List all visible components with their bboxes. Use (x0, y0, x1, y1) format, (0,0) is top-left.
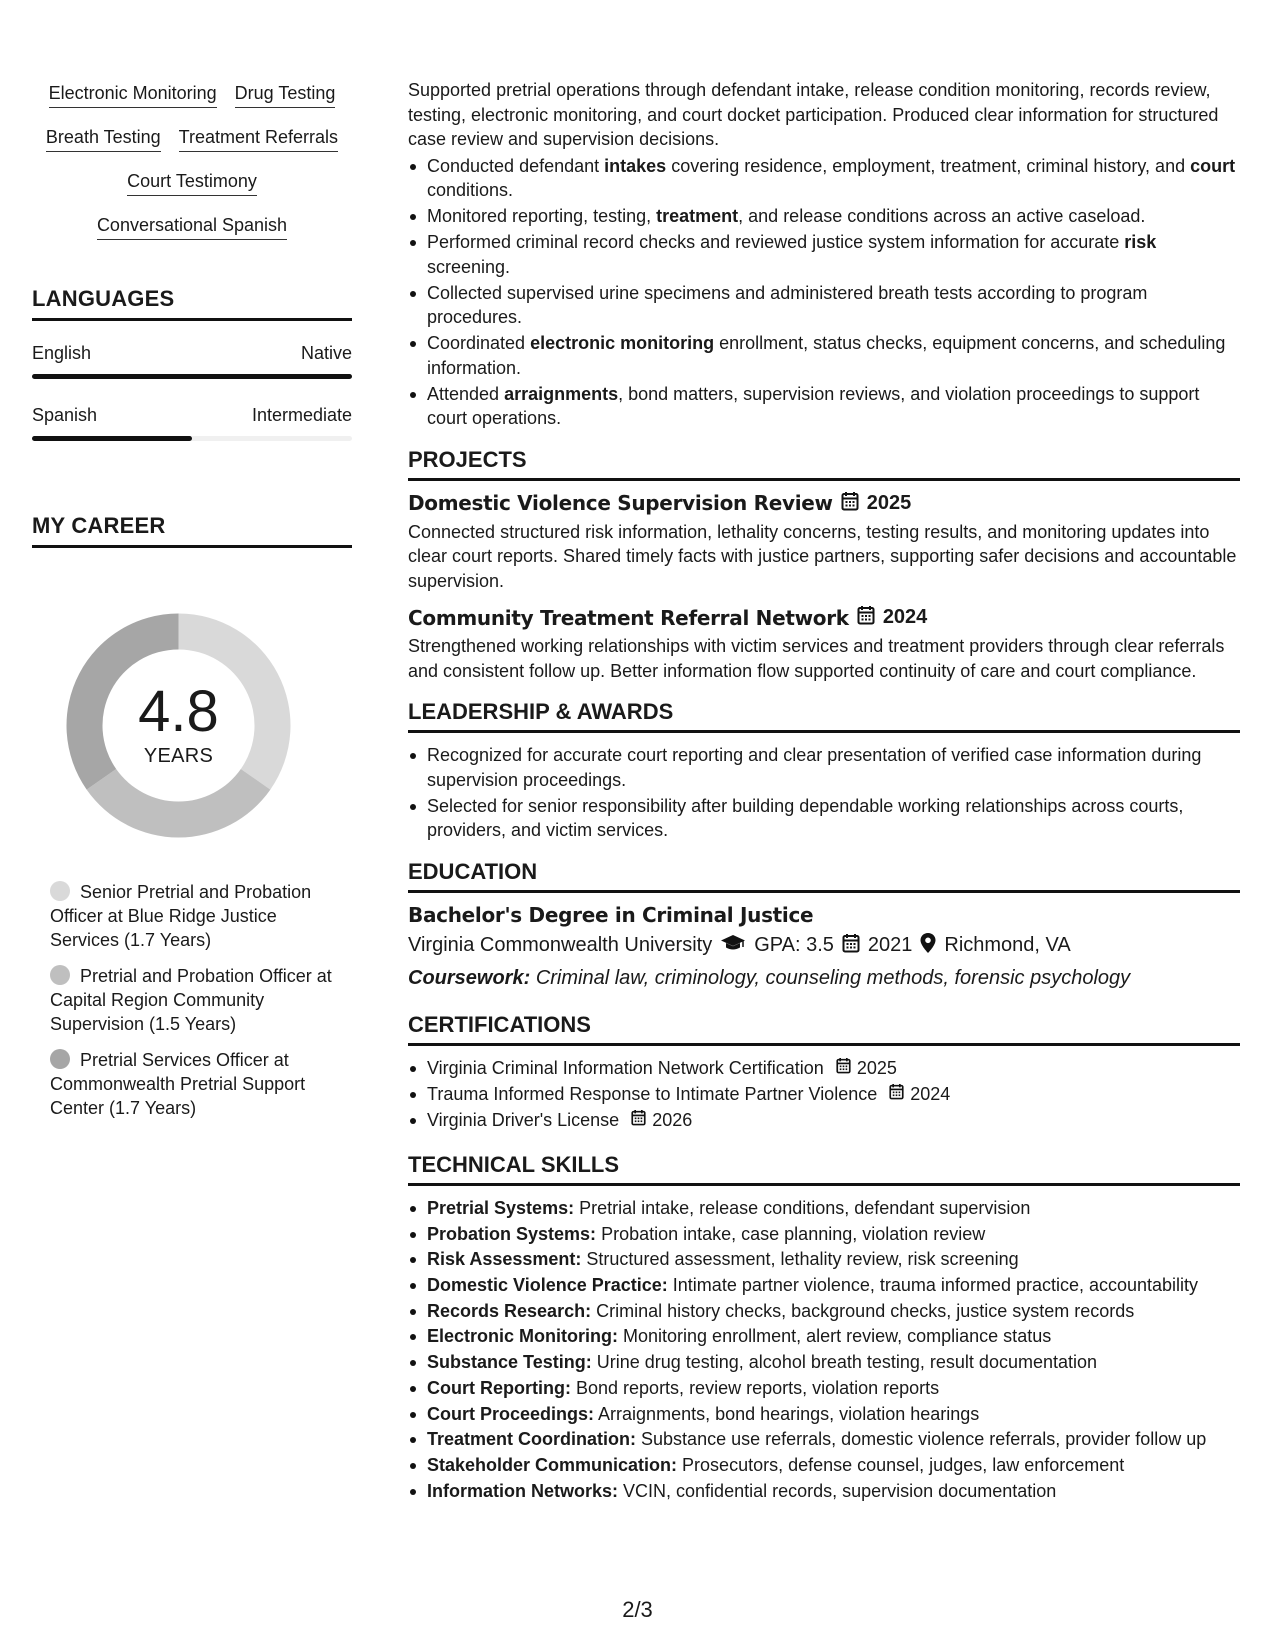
education-location: Richmond, VA (944, 934, 1071, 956)
certifications-list (408, 1056, 1240, 1133)
project-name: Community Treatment Referral Network (408, 605, 849, 630)
page-number: 2/3 (622, 1597, 653, 1622)
language-level: Native (300, 343, 352, 363)
certification-name: Trauma Informed Response to Intimate Partner Violence (427, 1083, 878, 1104)
technical-skill-item (408, 1299, 1240, 1324)
certifications-title: CERTIFICATIONS (408, 1012, 1240, 1046)
language-level: Intermediate (251, 405, 352, 425)
certification-year: 2026 (652, 1109, 693, 1130)
skill-value: Arraignments, bond hearings, violation hearings (598, 1403, 980, 1424)
technical-skills-title: TECHNICAL SKILLS (408, 1152, 1240, 1186)
skill-tag: Breath Testing (46, 126, 161, 152)
certification-name: Virginia Criminal Information Network Certification (427, 1057, 824, 1078)
technical-skill-item (408, 1479, 1240, 1504)
technical-skill-item (408, 1273, 1240, 1298)
calendar-icon (631, 1108, 646, 1133)
career-donut-chart (66, 613, 291, 838)
skill-label: Information Networks: (427, 1480, 619, 1501)
skill-value: VCIN, confidential records, supervision documentation (623, 1480, 1057, 1501)
experience-bullets (408, 154, 1240, 431)
skill-value: Bond reports, review reports, violation reports (576, 1377, 940, 1398)
certification-item (408, 1108, 1240, 1133)
language-bar (32, 374, 352, 379)
skill-value: Prosecutors, defense counsel, judges, law enforcement (682, 1454, 1125, 1475)
technical-skill-item (408, 1247, 1240, 1272)
map-pin-icon (920, 933, 936, 959)
languages-title: LANGUAGES (32, 286, 352, 321)
language-bar-fill (32, 436, 192, 441)
bullet-text: Collected supervised urine specimens and administered breath tests according to program procedures. (427, 282, 1148, 327)
career-item (50, 880, 340, 952)
project-name: Domestic Violence Supervision Review (408, 491, 833, 515)
career-item-text: Senior Pretrial and Probation Officer at Blue Ridge Justice Services (1.7 Years) (50, 882, 312, 950)
language-item (32, 343, 352, 379)
skill-label: Probation Systems: (427, 1223, 597, 1244)
skill-label: Treatment Coordination: (427, 1429, 637, 1450)
coursework-label: Coursework: (408, 966, 531, 989)
bullet-text: , bond matters, supervision reviews, and violation proceedings to support court operations. (427, 383, 1200, 428)
skill-value: Structured assessment, lethality review, risk screening (586, 1249, 1019, 1270)
experience-summary: Supported pretrial operations through defendant intake, release condition monitoring, records review, testing, electronic monitoring, and court docket participation. Produced clear information for structured case review and supervision decisions. (408, 80, 1219, 149)
technical-skill-item (408, 1402, 1240, 1427)
skill-label: Substance Testing: (427, 1352, 592, 1373)
bold-keyword: arraignments (504, 383, 619, 404)
technical-skill-item (408, 1376, 1240, 1401)
legend-dot (50, 1049, 70, 1069)
experience-bullet (408, 382, 1240, 431)
technical-skill-item (408, 1453, 1240, 1478)
bold-keyword: intakes (604, 155, 667, 176)
project-year: 2025 (866, 491, 912, 514)
skill-tag: Treatment Referrals (179, 126, 338, 152)
bullet-text: enrollment, status checks, equipment concerns, and scheduling information. (427, 333, 1226, 378)
certification-year: 2024 (910, 1083, 951, 1104)
technical-skill-item (408, 1324, 1240, 1349)
skill-tag: Conversational Spanish (97, 214, 287, 240)
experience-bullet (408, 154, 1240, 203)
skill-label: Pretrial Systems: (427, 1198, 575, 1218)
career-item (50, 964, 340, 1036)
coursework-text: Criminal law, criminology, counseling methods, forensic psychology (535, 966, 1131, 989)
technical-skill-item (408, 1222, 1240, 1247)
experience-bullet (408, 281, 1240, 330)
bullet-text: Attended (427, 383, 505, 404)
project-item (408, 605, 1240, 683)
skill-label: Records Research: (427, 1300, 592, 1321)
leadership-item: Selected for senior responsibility after building dependable working relationships across courts, providers, and victim services. (408, 794, 1240, 843)
career-total-unit: YEARS (143, 745, 214, 767)
bullet-text: Conducted defendant (427, 155, 605, 176)
skill-value: Intimate partner violence, trauma informed practice, accountability (672, 1275, 1199, 1296)
bold-keyword: electronic monitoring (530, 333, 715, 353)
career-total-value: 4.8 (138, 679, 219, 744)
leadership-title: LEADERSHIP & AWARDS (408, 699, 1240, 733)
skill-label: Risk Assessment: (427, 1249, 582, 1270)
leadership-bullets (408, 743, 1240, 843)
language-bar-fill (32, 374, 352, 379)
education-coursework (408, 967, 1240, 990)
languages-section (32, 286, 352, 441)
bullet-text: , and release conditions across an active caseload. (738, 206, 1146, 226)
graduation-cap-icon (720, 934, 746, 958)
calendar-icon (889, 1082, 904, 1107)
education-school: Virginia Commonwealth University (408, 934, 713, 956)
calendar-icon (836, 1056, 851, 1081)
skill-tag: Drug Testing (235, 82, 336, 108)
career-item-text: Pretrial Services Officer at Commonwealth Pretrial Support Center (1.7 Years) (50, 1050, 306, 1118)
project-year: 2024 (882, 606, 928, 628)
calendar-icon (857, 605, 875, 630)
calendar-icon (842, 933, 860, 959)
skill-value: Criminal history checks, background checks, justice system records (596, 1300, 1135, 1321)
legend-dot (50, 881, 70, 901)
technical-skills-list (408, 1196, 1240, 1503)
legend-dot (50, 965, 70, 985)
language-name: English (32, 343, 92, 363)
project-description: Connected structured risk information, lethality concerns, testing results, and monitoring updates into clear court reports. Shared timely facts with justice partners, supporting safer decisions and accountable supervision. (408, 521, 1237, 591)
experience-bullet (408, 331, 1240, 380)
education-year: 2021 (867, 934, 913, 956)
bullet-text: Performed criminal record checks and reviewed justice system information for accurate (427, 232, 1125, 252)
experience-bullet (408, 230, 1240, 279)
education-details (408, 933, 1240, 959)
language-bar (32, 436, 352, 441)
technical-skill-item (408, 1350, 1240, 1375)
career-item (50, 1048, 340, 1120)
skill-tag: Court Testimony (127, 170, 257, 196)
skill-label: Court Reporting: (427, 1377, 571, 1398)
certification-name: Virginia Driver's License (427, 1109, 620, 1130)
project-description: Strengthened working relationships with victim services and treatment providers through clear referrals and consistent follow up. Better information flow supported continuity of care and court compliance. (408, 636, 1225, 681)
skill-label: Court Proceedings: (427, 1403, 595, 1424)
education-degree: Bachelor's Degree in Criminal Justice (408, 902, 814, 927)
skill-tags (32, 82, 352, 240)
skill-tag: Electronic Monitoring (49, 82, 217, 108)
skill-value: Probation intake, case planning, violation review (601, 1223, 986, 1244)
projects-title: PROJECTS (408, 447, 1240, 481)
certification-year: 2025 (856, 1057, 897, 1078)
skill-label: Domestic Violence Practice: (427, 1275, 668, 1296)
technical-skill-item (408, 1196, 1240, 1221)
bold-keyword: court (1190, 155, 1236, 176)
bold-keyword: risk (1124, 232, 1157, 252)
career-legend (50, 880, 340, 1132)
career-item-text: Pretrial and Probation Officer at Capital Region Community Supervision (1.5 Years) (50, 966, 332, 1034)
calendar-icon (841, 491, 859, 516)
bullet-text: Monitored reporting, testing, (427, 206, 657, 226)
career-section (32, 513, 352, 548)
language-name: Spanish (32, 405, 98, 425)
skill-value: Substance use referrals, domestic violence referrals, provider follow up (641, 1429, 1207, 1450)
technical-skill-item (408, 1427, 1240, 1452)
project-item (408, 491, 1240, 594)
skill-label: Electronic Monitoring: (427, 1326, 618, 1347)
skill-label: Stakeholder Communication: (427, 1454, 678, 1475)
bullet-text: conditions. (427, 180, 514, 200)
career-title: MY CAREER (32, 513, 352, 548)
bullet-text: covering residence, employment, treatment, criminal history, and (666, 155, 1191, 176)
education-gpa: GPA: 3.5 (754, 934, 834, 956)
skill-value: Pretrial intake, release conditions, defendant supervision (579, 1198, 1031, 1218)
experience-bullet (408, 204, 1240, 229)
bullet-text: screening. (427, 256, 511, 277)
language-item (32, 405, 352, 441)
bold-keyword: treatment (656, 206, 739, 226)
leadership-item: Recognized for accurate court reporting and clear presentation of verified case information during supervision proceedings. (408, 743, 1240, 792)
education-title: EDUCATION (408, 859, 1240, 893)
skill-value: Monitoring enrollment, alert review, compliance status (623, 1326, 1052, 1347)
certification-item (408, 1056, 1240, 1081)
certification-item (408, 1082, 1240, 1107)
skill-value: Urine drug testing, alcohol breath testing, result documentation (596, 1352, 1098, 1373)
right-column (408, 78, 1240, 1504)
bullet-text: Coordinated (427, 333, 531, 353)
left-column (32, 82, 352, 548)
